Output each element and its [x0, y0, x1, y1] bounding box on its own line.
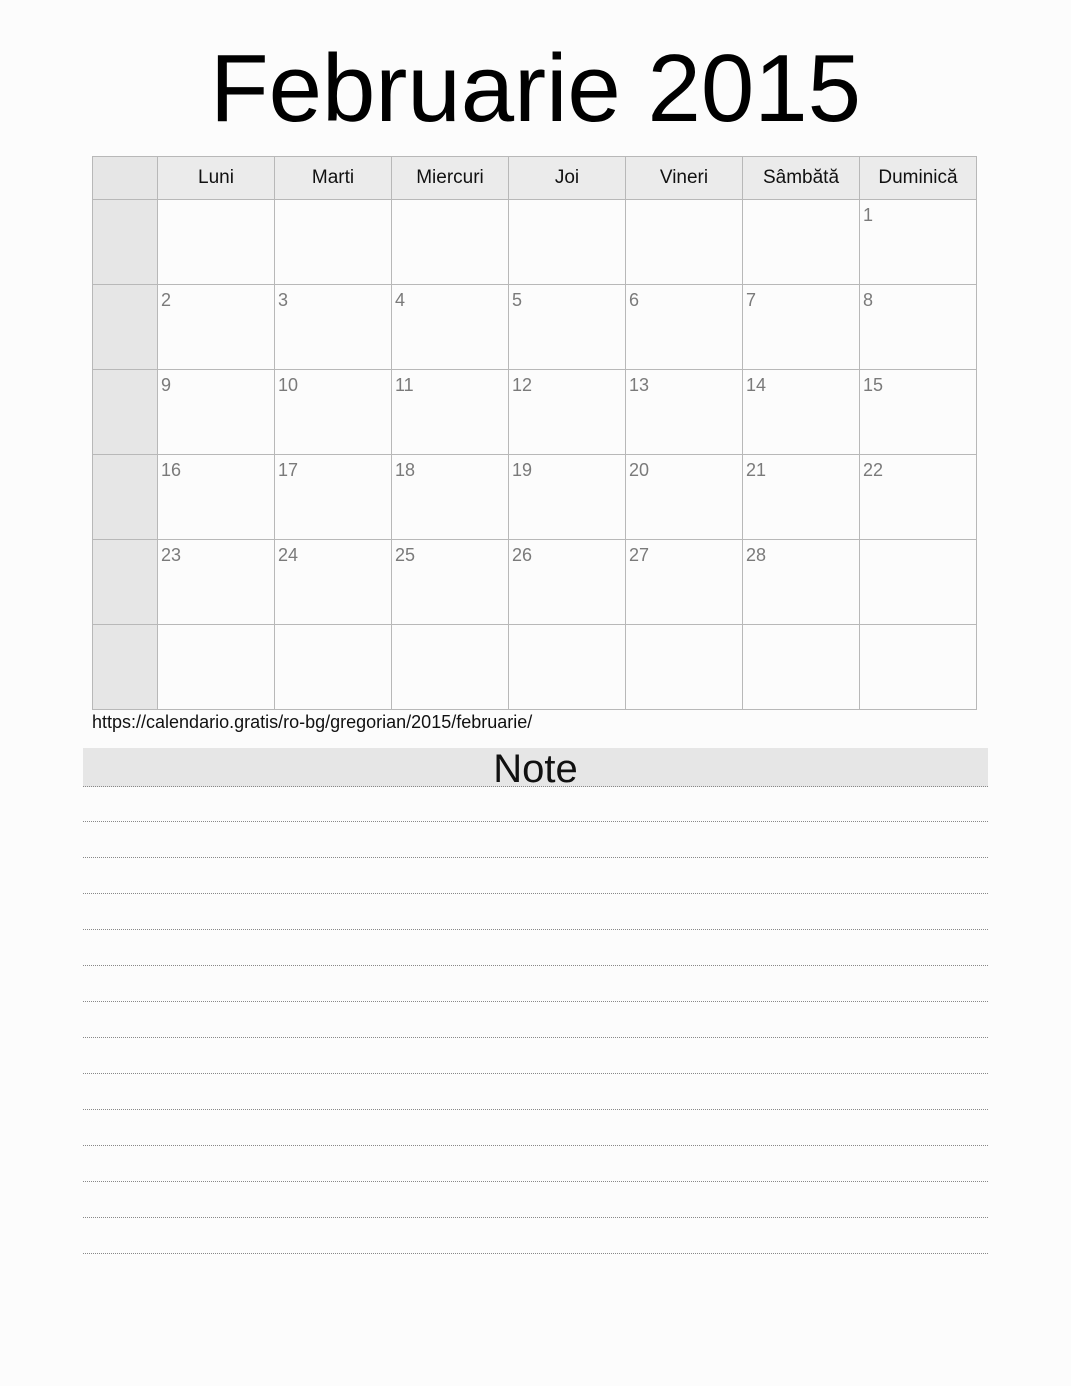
- day-cell[interactable]: [509, 455, 626, 540]
- note-line[interactable]: [83, 1218, 988, 1254]
- week-row: [93, 540, 977, 625]
- day-cell[interactable]: [158, 455, 275, 540]
- weekday-header-row: [93, 157, 977, 200]
- week-number-header: [93, 157, 158, 200]
- note-line[interactable]: [83, 1074, 988, 1110]
- day-cell[interactable]: [743, 370, 860, 455]
- weekday-header: Vineri: [626, 157, 743, 200]
- day-cell[interactable]: [392, 370, 509, 455]
- day-cell[interactable]: [275, 285, 392, 370]
- day-number: [860, 540, 976, 546]
- week-row: [93, 370, 977, 455]
- day-cell[interactable]: [392, 455, 509, 540]
- note-line[interactable]: [83, 1038, 988, 1074]
- day-number: 18: [395, 460, 416, 480]
- day-cell[interactable]: [743, 625, 860, 710]
- note-line[interactable]: [83, 822, 988, 858]
- day-number: 13: [629, 375, 650, 395]
- weekday-header: Joi: [509, 157, 626, 200]
- day-cell[interactable]: [743, 540, 860, 625]
- day-number: 26: [512, 545, 533, 565]
- day-number: [743, 625, 859, 631]
- day-cell[interactable]: [275, 455, 392, 540]
- day-cell[interactable]: [392, 625, 509, 710]
- day-number: 23: [161, 545, 182, 565]
- day-number: 16: [161, 460, 182, 480]
- day-cell[interactable]: [275, 540, 392, 625]
- day-number: 14: [746, 375, 767, 395]
- day-number: 11: [395, 375, 414, 395]
- week-number-cell: [93, 540, 158, 625]
- day-number: [626, 625, 742, 631]
- note-line[interactable]: [83, 786, 988, 822]
- day-number: [158, 200, 274, 206]
- day-cell[interactable]: [743, 200, 860, 285]
- day-number: 1: [863, 205, 874, 225]
- week-number-cell: [93, 285, 158, 370]
- day-cell[interactable]: [860, 540, 977, 625]
- day-cell[interactable]: [626, 455, 743, 540]
- day-number: [860, 625, 976, 631]
- day-number: [392, 625, 508, 631]
- day-cell[interactable]: [509, 540, 626, 625]
- note-line[interactable]: [83, 1182, 988, 1218]
- day-number: 3: [278, 290, 289, 310]
- day-number: 24: [278, 545, 299, 565]
- day-cell[interactable]: [158, 370, 275, 455]
- day-cell[interactable]: [158, 625, 275, 710]
- day-cell[interactable]: [509, 200, 626, 285]
- day-cell[interactable]: [626, 285, 743, 370]
- day-cell[interactable]: [860, 625, 977, 710]
- day-cell[interactable]: [392, 540, 509, 625]
- calendar-grid: [92, 156, 977, 710]
- day-number: [275, 625, 391, 631]
- day-cell[interactable]: [158, 540, 275, 625]
- day-number: 20: [629, 460, 650, 480]
- day-number: [743, 200, 859, 206]
- week-row: [93, 455, 977, 540]
- weekday-header: Duminică: [860, 157, 977, 200]
- weekday-header: Marti: [275, 157, 392, 200]
- day-number: 19: [512, 460, 533, 480]
- weekday-header: Sâmbătă: [743, 157, 860, 200]
- day-cell[interactable]: [275, 200, 392, 285]
- note-line[interactable]: [83, 858, 988, 894]
- day-number: [275, 200, 391, 206]
- page-title: Februarie 2015: [209, 35, 862, 142]
- day-number: [509, 200, 625, 206]
- day-number: [392, 200, 508, 206]
- day-cell[interactable]: [509, 625, 626, 710]
- week-number-cell: [93, 625, 158, 710]
- note-line[interactable]: [83, 894, 988, 930]
- day-cell[interactable]: [860, 455, 977, 540]
- week-row: [93, 285, 977, 370]
- day-number: 15: [863, 375, 884, 395]
- day-number: 27: [629, 545, 650, 565]
- notes-area[interactable]: [83, 786, 988, 1254]
- day-number: [509, 625, 625, 631]
- day-number: 4: [395, 290, 406, 310]
- weekday-header: Luni: [158, 157, 275, 200]
- day-number: 25: [395, 545, 416, 565]
- day-number: 9: [161, 375, 172, 395]
- week-row: [93, 625, 977, 710]
- source-url: https://calendario.gratis/ro-bg/gregorian/2015/februarie/: [92, 712, 533, 732]
- day-number: 2: [161, 290, 172, 310]
- day-cell[interactable]: [626, 370, 743, 455]
- day-number: 21: [746, 460, 767, 480]
- weekday-header: Miercuri: [392, 157, 509, 200]
- note-line[interactable]: [83, 1146, 988, 1182]
- note-line[interactable]: [83, 1110, 988, 1146]
- day-number: 22: [863, 460, 884, 480]
- day-cell[interactable]: [626, 625, 743, 710]
- day-cell[interactable]: [158, 285, 275, 370]
- day-number: 17: [278, 460, 299, 480]
- notes-title: Note: [83, 748, 988, 787]
- day-cell[interactable]: [743, 455, 860, 540]
- day-cell[interactable]: [158, 200, 275, 285]
- day-number: 28: [746, 545, 767, 565]
- day-cell[interactable]: [275, 370, 392, 455]
- week-row: [93, 200, 977, 285]
- day-cell[interactable]: [392, 285, 509, 370]
- day-number: 6: [629, 290, 640, 310]
- day-cell[interactable]: [509, 285, 626, 370]
- day-cell[interactable]: [275, 625, 392, 710]
- day-cell[interactable]: [860, 200, 977, 285]
- day-cell[interactable]: [509, 370, 626, 455]
- day-cell[interactable]: [626, 540, 743, 625]
- day-number: 8: [863, 290, 874, 310]
- day-cell[interactable]: [860, 285, 977, 370]
- day-cell[interactable]: [626, 200, 743, 285]
- day-number: [626, 200, 742, 206]
- day-number: 12: [512, 375, 533, 395]
- day-cell[interactable]: [743, 285, 860, 370]
- week-number-cell: [93, 455, 158, 540]
- week-number-cell: [93, 370, 158, 455]
- day-cell[interactable]: [860, 370, 977, 455]
- day-number: 10: [278, 375, 299, 395]
- day-cell[interactable]: [392, 200, 509, 285]
- day-number: 7: [746, 290, 757, 310]
- week-number-cell: [93, 200, 158, 285]
- note-line[interactable]: [83, 1002, 988, 1038]
- day-number: 5: [512, 290, 523, 310]
- note-line[interactable]: [83, 966, 988, 1002]
- day-number: [158, 625, 274, 631]
- note-line[interactable]: [83, 930, 988, 966]
